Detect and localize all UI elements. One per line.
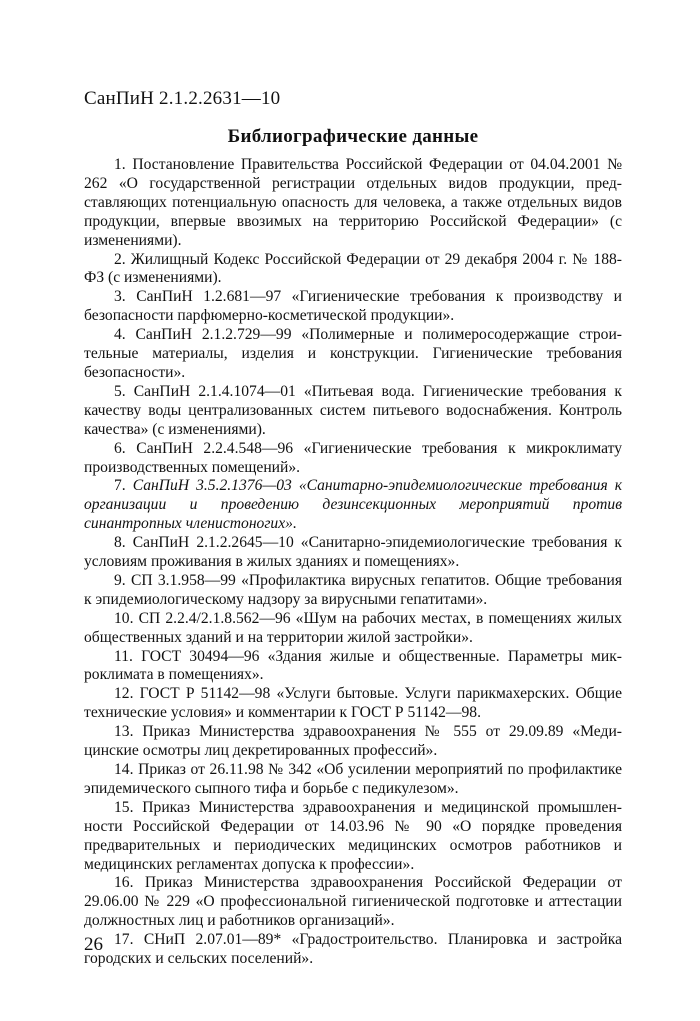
reference-item: 10. СП 2.2.4/2.1.8.562—96 «Шум на рабочих местах, в помещениях жилых общественных зданий и на территории жилой застройки». bbox=[84, 609, 622, 646]
section-title: Библиографические данные bbox=[227, 126, 479, 147]
reference-item: 1. Постановление Правительства Российской Федерации от 04.04.2001 № 262 «О государственной регистрации отдельных видов продукции, представляющих потенциальную опасность для человека, а также отдельных видов продукции, впервые ввозимых на территорию Российской Федерации» (с изменениями). bbox=[84, 156, 622, 249]
reference-item: 3. СанПиН 1.2.681—97 «Гигиенические требования к производству и безопасности парфюмерно-косметической продукции». bbox=[84, 288, 623, 325]
reference-item: 16. Приказ Министерства здравоохранения Российской Федерации от 29.06.00 № 229 «О профессиональной гигиенической подготовке и аттестации должностных лиц и работников организаций». bbox=[84, 874, 622, 930]
page-number: 26 bbox=[84, 934, 103, 955]
reference-item: 14. Приказ от 26.11.98 № 342 «Об усилении мероприятий по профилактике эпидемического сыпного тифа и борьбе с педикулезом». bbox=[84, 761, 622, 797]
reference-item: 17. СНиП 2.07.01—89* «Градостроительство. Планировка и застройка городских и сельских поселений». bbox=[84, 931, 622, 968]
running-header: СанПиН 2.1.2.2631—10 bbox=[84, 88, 281, 109]
reference-item: 5. СанПиН 2.1.4.1074—01 «Питьевая вода. Гигиенические требования к качеству воды централизованных систем питьевого водоснабжения. Контроль качества» (с изменениями). bbox=[84, 382, 622, 438]
reference-list bbox=[84, 156, 622, 969]
reference-item: 2. Жилищный Кодекс Российской Федерации от 29 декабря 2004 г. № 188-ФЗ (с изменениями). bbox=[84, 250, 622, 287]
reference-item: 15. Приказ Министерства здравоохранения и медицинской промышленности Российской Федерации от 14.03.96 № 90 «О порядке проведения предварительных и периодических медицинских осмотров работников и медицинских регламентах допуска к профессии». bbox=[84, 798, 622, 873]
reference-item: 6. СанПиН 2.2.4.548—96 «Гигиенические требования к микроклимату производственных помещений». bbox=[84, 439, 622, 476]
reference-item: 9. СП 3.1.958—99 «Профилактика вирусных гепатитов. Общие требования к эпидемиологическому надзору за вирусными гепатитами». bbox=[84, 571, 623, 608]
reference-item: 8. СанПиН 2.1.2.2645—10 «Санитарно-эпидемиологические требования к условиям проживания в жилых зданиях и помещениях». bbox=[84, 534, 622, 571]
reference-item: 11. ГОСТ 30494—96 «Здания жилые и общественные. Параметры микроклимата в помещениях». bbox=[84, 647, 622, 684]
reference-item: 7. СанПиН 3.5.2.1376—03 «Санитарно-эпидемиологические требования к организации и проведению дезинсекционных мероприятий против синантропных членистоногих». bbox=[84, 477, 622, 533]
reference-item: 12. ГОСТ Р 51142—98 «Услуги бытовые. Услуги парикмахерских. Общие технические условия» и комментарии к ГОСТ Р 51142—98. bbox=[84, 685, 622, 722]
reference-item: 13. Приказ Министерства здравоохранения № 555 от 29.09.89 «Медицинские осмотры лиц декретированных профессий». bbox=[84, 723, 622, 760]
reference-item: 4. СанПиН 2.1.2.729—99 «Полимерные и полимеросодержащие строительные материалы, изделия и конструкции. Гигиенические требования безопасности». bbox=[84, 326, 622, 381]
